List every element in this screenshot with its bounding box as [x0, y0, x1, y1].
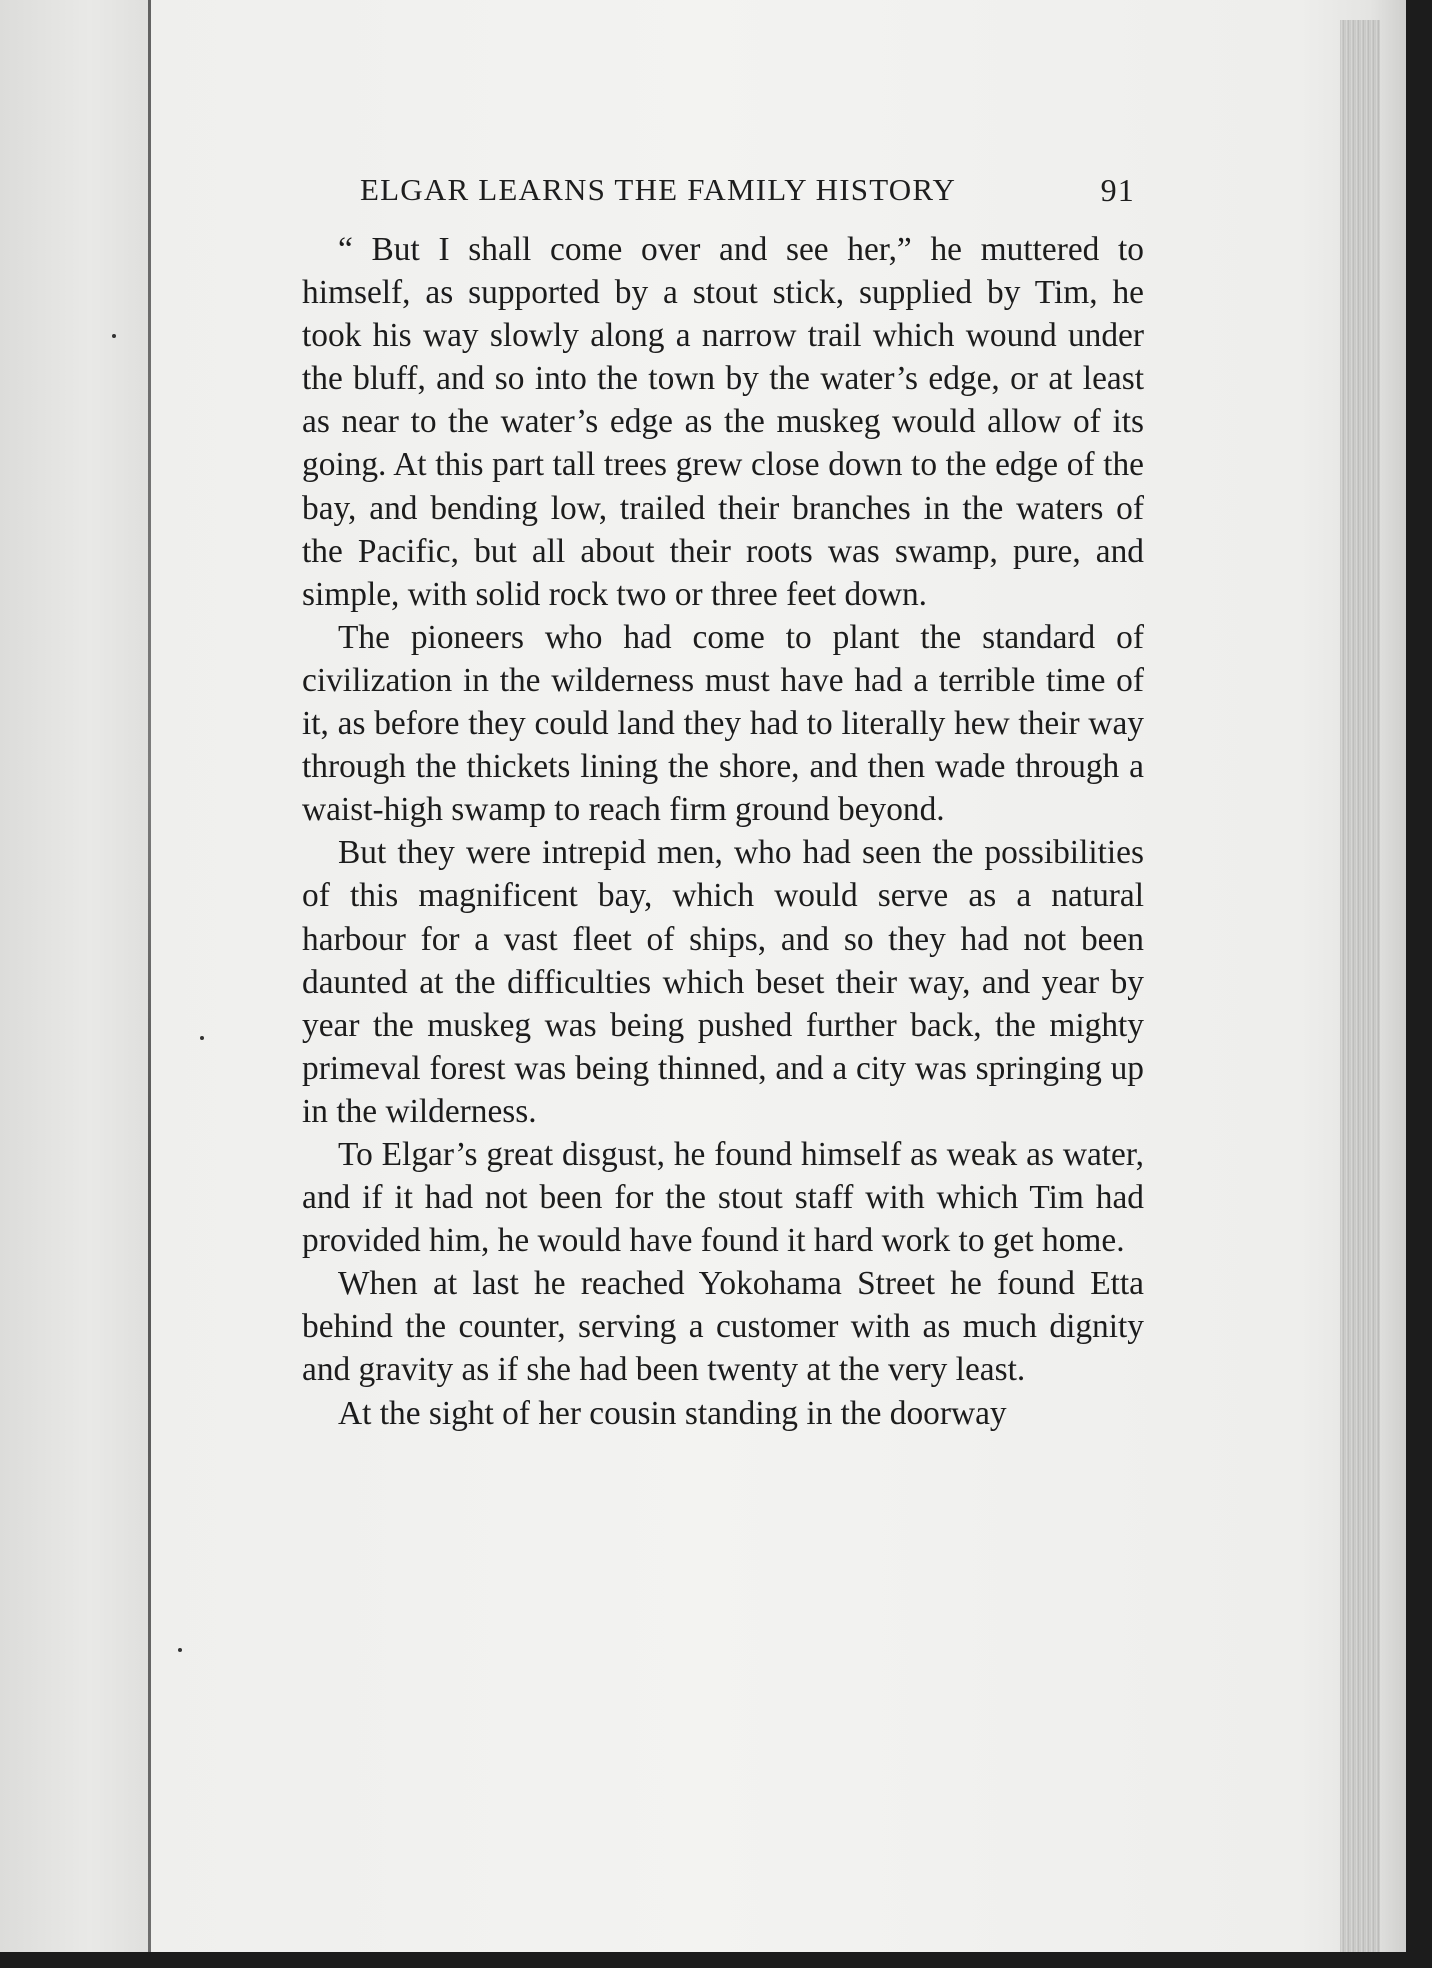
scan-speck: [112, 334, 116, 338]
paragraph: To Elgar’s great disgust, he found himself as weak as water, and if it had not been for the stout staff with which Tim had provided him, he would have found it hard work to get home.: [302, 1135, 1144, 1260]
binding-gutter: [148, 0, 151, 1952]
page-number: 91: [1100, 172, 1135, 208]
facing-page-margin: [0, 0, 150, 1952]
paragraph: When at last he reached Yokohama Street he found Etta behind the counter, serving a customer with as much dignity and gravity as if she had been twenty at the very least.: [302, 1265, 1144, 1389]
paragraph: At the sight of her cousin standing in the doorway: [338, 1394, 1007, 1432]
paragraph: The pioneers who had come to plant the standard of civilization in the wilderness must have had a terrible time of it, as before they could land they had to literally hew their way through the thickets lining the shore, and then wade through a waist-high swamp to reach firm ground beyond.: [302, 618, 1144, 829]
scan-speck: [200, 1036, 204, 1040]
paragraph: “ But I shall come over and see her,” he muttered to himself, as supported by a stout stick, supplied by Tim, he took his way slowly along a narrow trail which wound under the bluff, and so into the town by the water’s edge, or at least as near to the water’s edge as the muskeg would allow of its going. At this part tall trees grew close down to the edge of the bay, and bending low, trailed their branches in the waters of the Pacific, but all about their roots was swamp, pure, and simple, with solid rock two or three feet down.: [302, 231, 1144, 613]
body-text: [302, 228, 1144, 1435]
paragraph: But they were intrepid men, who had seen the possibilities of this magnificent bay, which would serve as a natural harbour for a vast fleet of ships, and so they had not been daunted at the difficulties which beset their way, and year by year the muskeg was being pushed further back, the mighty primeval forest was being thinned, and a city was springing up in the wilderness.: [302, 834, 1144, 1130]
scan-speck: [178, 1648, 182, 1652]
running-head: [360, 172, 1135, 222]
page-edge-stack: [1340, 20, 1380, 1952]
running-title: ELGAR LEARNS THE FAMILY HISTORY: [360, 172, 957, 207]
